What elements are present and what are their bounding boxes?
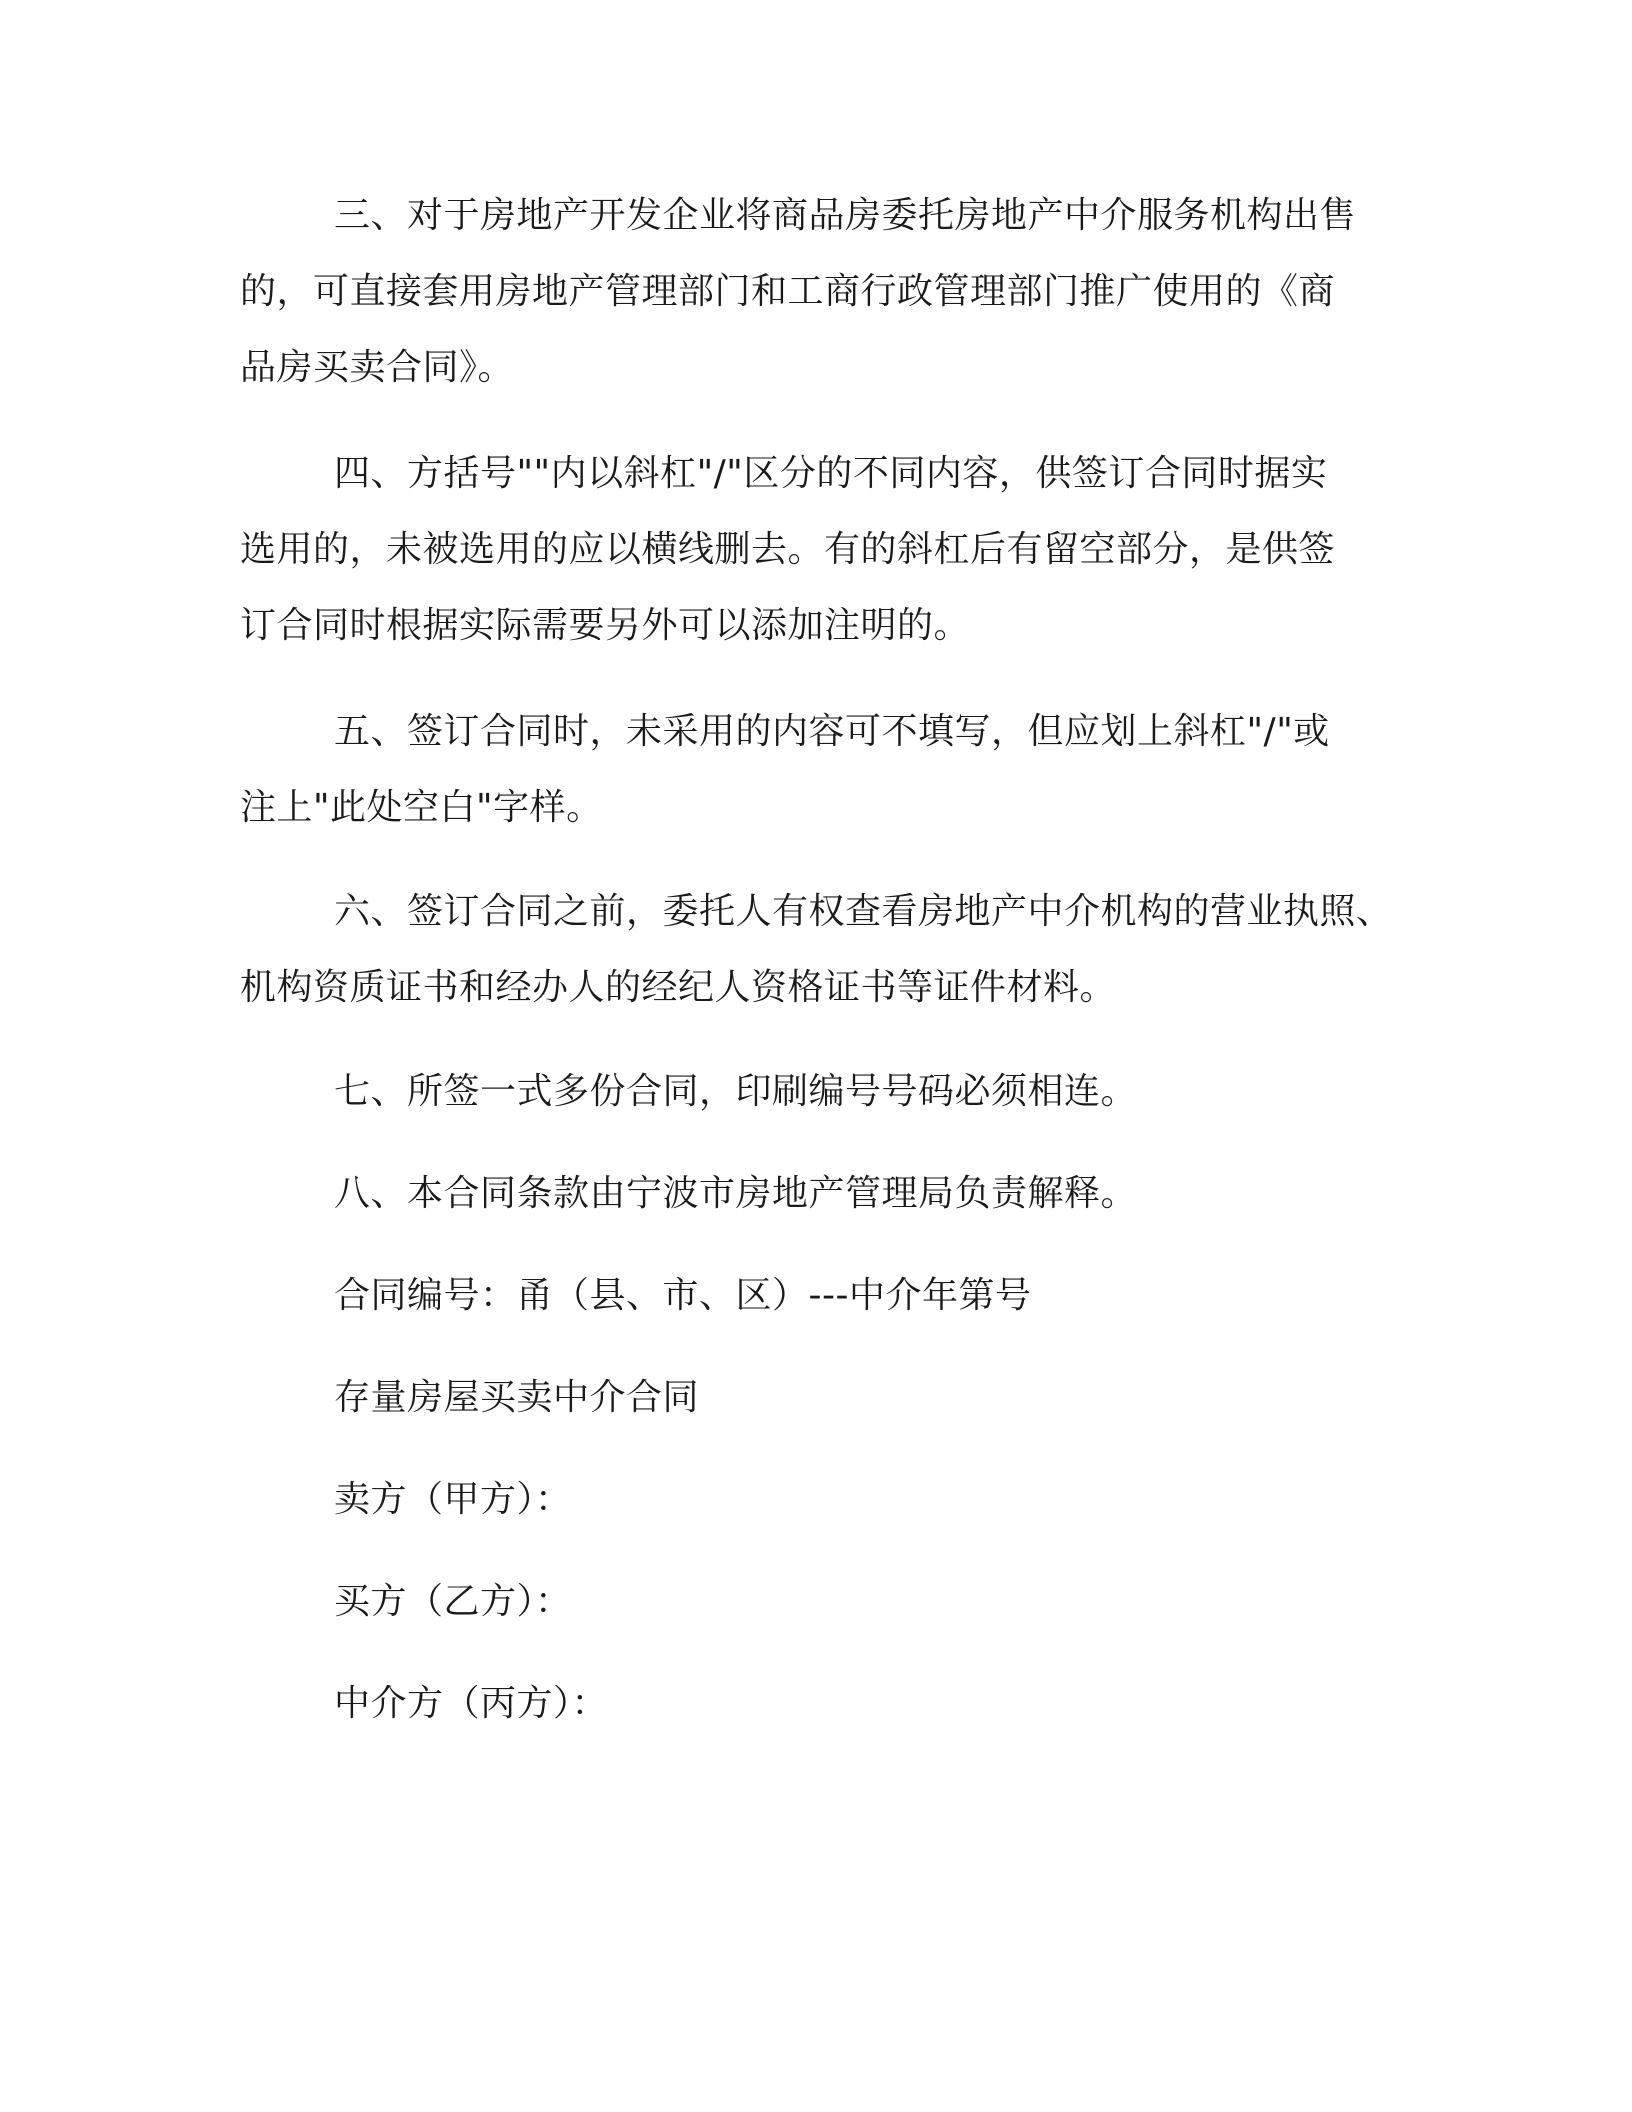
paragraph-5-line-1: 五、签订合同时，未采用的内容可不填写，但应划上斜杠"/"或 [334,711,1330,752]
paragraph-7: 七、所签一式多份合同，印刷编号号码必须相连。 [334,1071,1138,1112]
seller-label: 卖方（甲方）： [334,1479,572,1520]
buyer-label: 买方（乙方）： [334,1581,572,1622]
paragraph-4-line-2: 选用的，未被选用的应以横线删去。有的斜杠后有留空部分，是供签 [240,529,1336,570]
paragraph-4-line-3: 订合同时根据实际需要另外可以添加注明的。 [240,605,971,646]
paragraph-8: 八、本合同条款由宁波市房地产管理局负责解释。 [334,1173,1138,1214]
contract-title: 存量房屋买卖中介合同 [334,1377,700,1418]
paragraph-4-line-1: 四、方括号""内以斜杠"/"区分的不同内容，供签订合同时据实 [334,453,1328,494]
paragraph-6-line-1: 六、签订合同之前，委托人有权查看房地产中介机构的营业执照、 [334,891,1393,932]
paragraph-3-line-2: 的，可直接套用房地产管理部门和工商行政管理部门推广使用的《商 [240,271,1336,312]
paragraph-5-line-2: 注上"此处空白"字样。 [240,787,603,828]
paragraph-6-line-2: 机构资质证书和经办人的经纪人资格证书等证件材料。 [240,967,1117,1008]
contract-number: 合同编号：甬（县、市、区）---中介年第号 [334,1275,1032,1316]
paragraph-3-line-1: 三、对于房地产开发企业将商品房委托房地产中介服务机构出售 [334,195,1357,236]
agent-label: 中介方（丙方）： [334,1683,609,1724]
paragraph-3-line-3: 品房买卖合同》。 [240,347,515,388]
